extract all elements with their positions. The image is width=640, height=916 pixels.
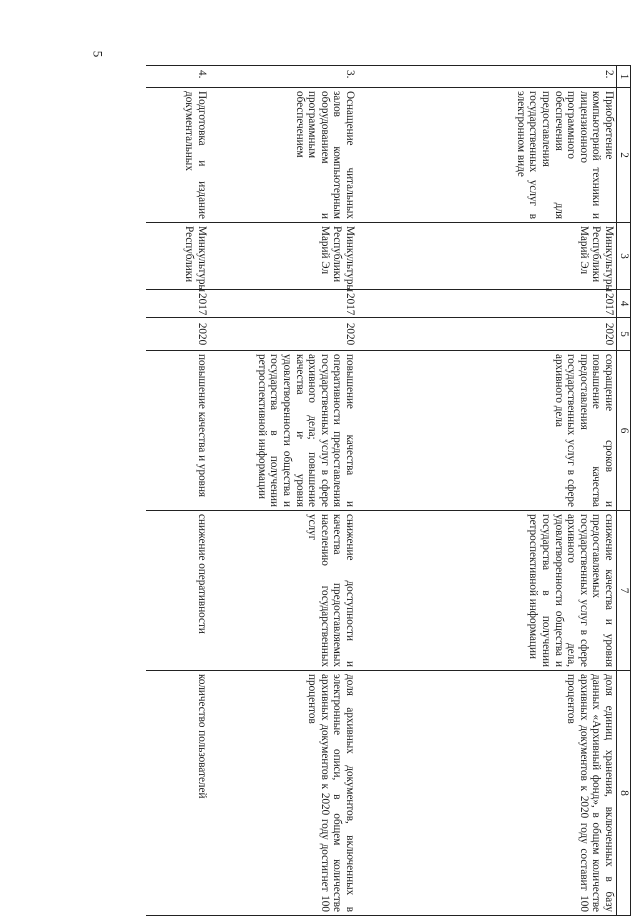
consequences-cell: снижение качества и уровня предоставляемых государственных услуг в сфере архивного дела, удовлетворенности общества и государства в получении ретроспективной информации — [357, 511, 617, 671]
table-row — [357, 66, 617, 916]
row-number: 2. — [357, 66, 617, 88]
start-year-cell: 2017 — [357, 290, 617, 318]
page-number: 5 — [90, 50, 106, 58]
row-number: 3. — [209, 66, 357, 88]
executor-cell: Минкультуры Республики Марий Эл — [209, 223, 357, 290]
end-year-cell: 2020 — [146, 318, 209, 351]
header-col-2: 2 — [617, 88, 631, 223]
expected-result-cell: сокращение сроков и повышение качества предоставления государственных услуг в сфере архивного дела — [357, 351, 617, 511]
table-row — [209, 66, 357, 916]
table-row — [146, 66, 209, 916]
activity-cell: Оснащение читальных залов компьютерным оборудованием и программным обеспечением — [209, 88, 357, 223]
indicator-cell: доля единиц хранения, включенных в базу данных «Архивный фонд», в общем количестве архивных документов к 2020 году составит 100 процентов — [357, 671, 617, 916]
indicator-cell: доля архивных документов, включенных в электронные описи, в общем количестве архивных документов к 2020 году достигнет 100 процентов — [209, 671, 357, 916]
end-year-cell: 2020 — [357, 318, 617, 351]
header-col-5: 5 — [617, 318, 631, 351]
activity-cell: Приобретение компьютерной техники и лицензионного программного обеспечения для предоставления государственных услуг в электронном виде — [357, 88, 617, 223]
end-year-cell: 2020 — [209, 318, 357, 351]
header-col-3: 3 — [617, 223, 631, 290]
consequences-cell: снижение оперативности — [146, 511, 209, 671]
expected-result-cell: повышение качества и оперативности предоставления государственных услуг в сфере архивного дела; повышение качества и уровня удовлетворенности общества и государства в получении ретроспективной информации — [209, 351, 357, 511]
activity-cell: Подготовка и издание документальных — [146, 88, 209, 223]
expected-result-cell: повышение качества и уровня — [146, 351, 209, 511]
header-col-6: 6 — [617, 351, 631, 511]
header-col-1: 1 — [617, 66, 631, 88]
executor-cell: Минкультуры Республики Марий Эл — [357, 223, 617, 290]
header-col-4: 4 — [617, 290, 631, 318]
row-number: 4. — [146, 66, 209, 88]
header-col-7: 7 — [617, 511, 631, 671]
start-year-cell: 2017 — [209, 290, 357, 318]
rotated-table-container — [131, 65, 631, 915]
activities-table — [146, 65, 631, 916]
consequences-cell: снижение доступности и качества предоставляемых населению государственных услуг — [209, 511, 357, 671]
table-header-row — [617, 66, 631, 916]
executor-cell: Минкультуры Республики — [146, 223, 209, 290]
start-year-cell: 2017 — [146, 290, 209, 318]
indicator-cell: количество пользователей — [146, 671, 209, 916]
header-col-8: 8 — [617, 671, 631, 916]
